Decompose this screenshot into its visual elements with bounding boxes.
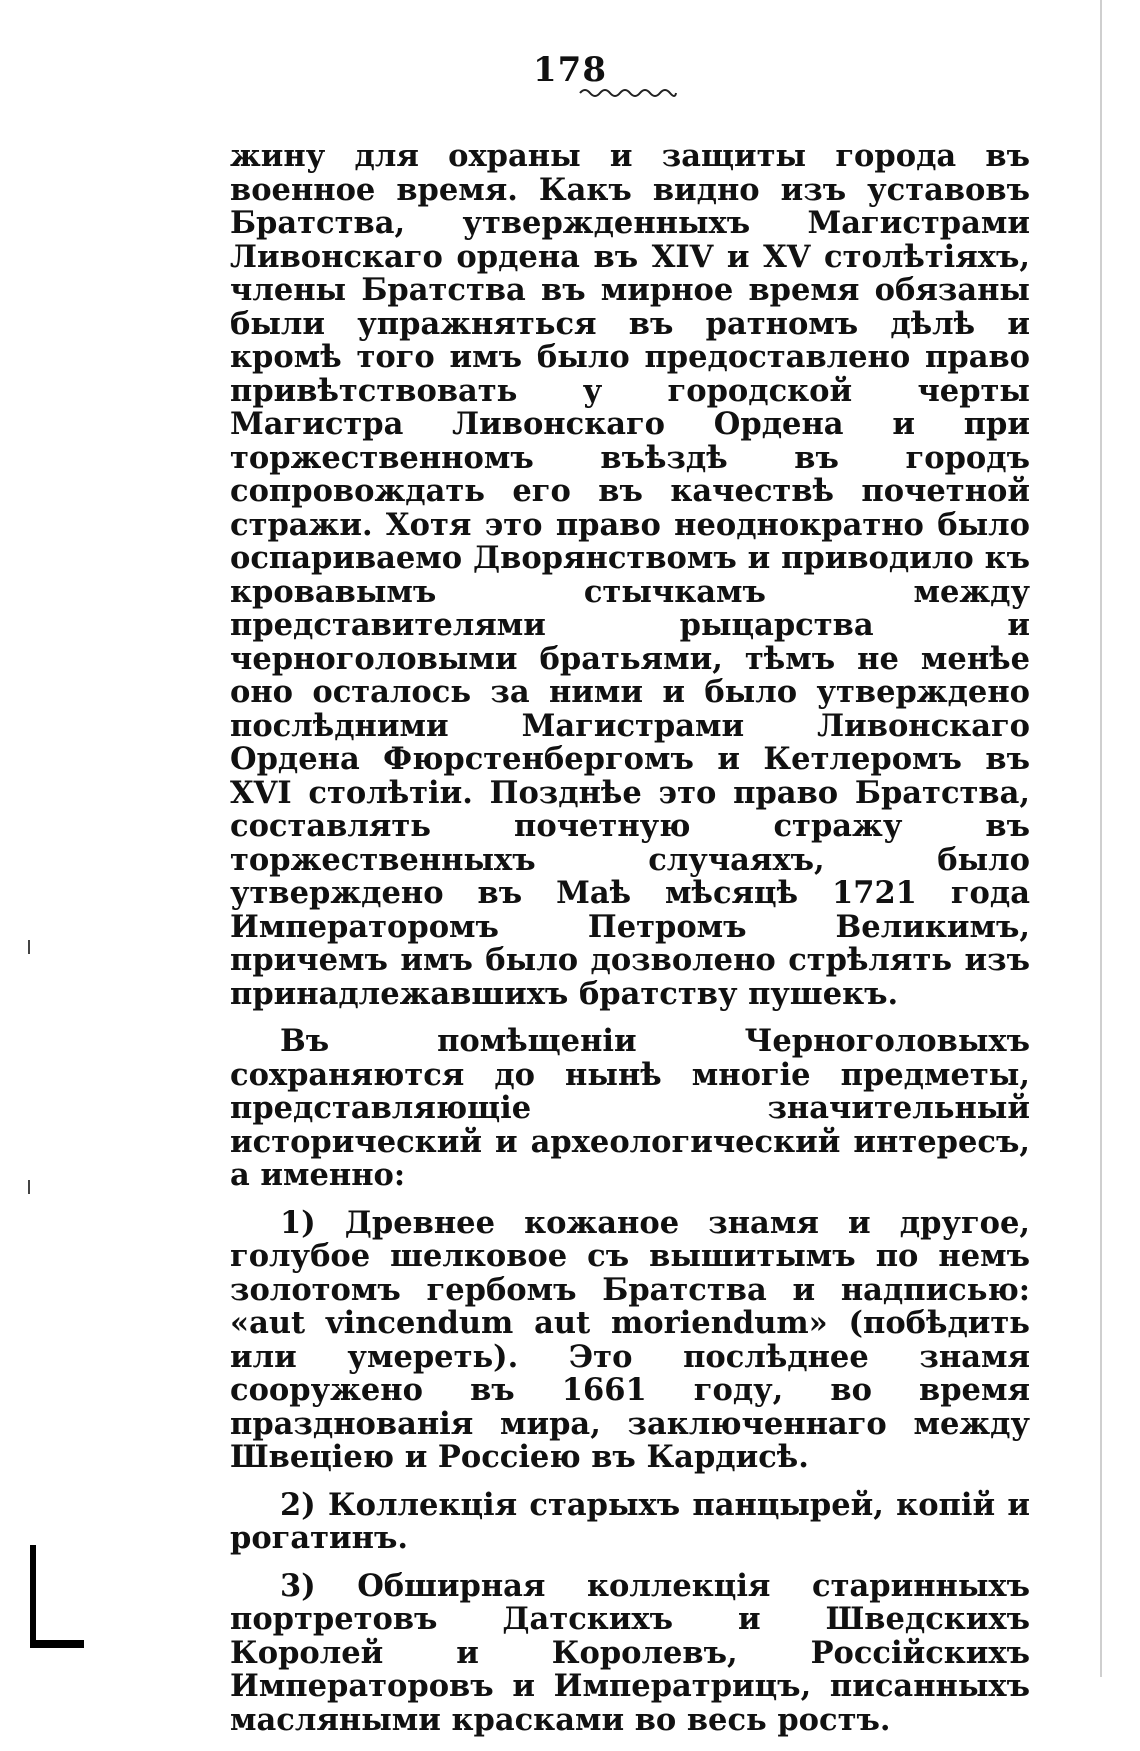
- wavy-ornament-icon: [578, 86, 678, 100]
- list-item-portraits: 3) Обширная коллекція старинныхъ портретовъ Датскихъ и Шведскихъ Королей и Королевъ, Россійскихъ Императоровъ и Императрицъ, писанныхъ масляными красками во весь ростъ.: [230, 1567, 1030, 1738]
- margin-marks: [28, 940, 30, 1220]
- page-text: [230, 140, 1030, 1751]
- scan-corner-bracket: [30, 1545, 84, 1648]
- paragraph-artifacts-intro: Въ помѣщеніи Черноголовыхъ сохраняются до нынѣ многіе предметы, представляющіе значительный исторический и археологический интересъ, а именно:: [230, 1023, 1030, 1193]
- scan-edge-line: [1100, 0, 1102, 1677]
- paragraph-brotherhood-history: жину для охраны и защиты города въ военное время. Какъ видно изъ уставовъ Братства, утвержденныхъ Магистрами Ливонскаго ордена въ XIV и XV столѣтіяхъ, члены Братства въ мирное время обязаны были упражняться въ ратномъ дѣлѣ и кромѣ того имъ было предоставлено право привѣтствовать у городской черты Магистра Ливонскаго Ордена и при торжественномъ въѣздѣ въ городъ сопровождать его въ качествѣ почетной стражи. Хотя это право неоднократно было оспариваемо Дворянствомъ и приводило къ кровавымъ стычкамъ между представителями рыцарства и черноголовыми братьями, тѣмъ не менѣе оно осталось за ними и было утверждено послѣдними Магистрами Ливонскаго Ордена Фюрстенбергомъ и Кетлеромъ въ XVI столѣтіи. Позднѣе это право Братства, составлять почетную стражу въ торжественныхъ случаяхъ, было утверждено въ Маѣ мѣсяцѣ 1721 года Императоромъ Петромъ Великимъ, причемъ имъ было дозволено стрѣлять изъ принадлежавшихъ братству пушекъ.: [230, 138, 1030, 1012]
- list-item-banners: 1) Древнее кожаное знамя и другое, голубое шелковое съ вышитымъ по немъ золотомъ гербомъ Братства и надписью: «aut vincendum aut moriendum» (побѣдить или умереть). Это послѣднее знамя сооружено въ 1661 году, во время празднованія мира, заключеннаго между Швеціею и Россіею въ Кардисѣ.: [230, 1204, 1030, 1475]
- list-item-armor: 2) Коллекція старыхъ панцырей, копій и рогатинъ.: [230, 1486, 1030, 1556]
- page-number: 178: [533, 50, 607, 90]
